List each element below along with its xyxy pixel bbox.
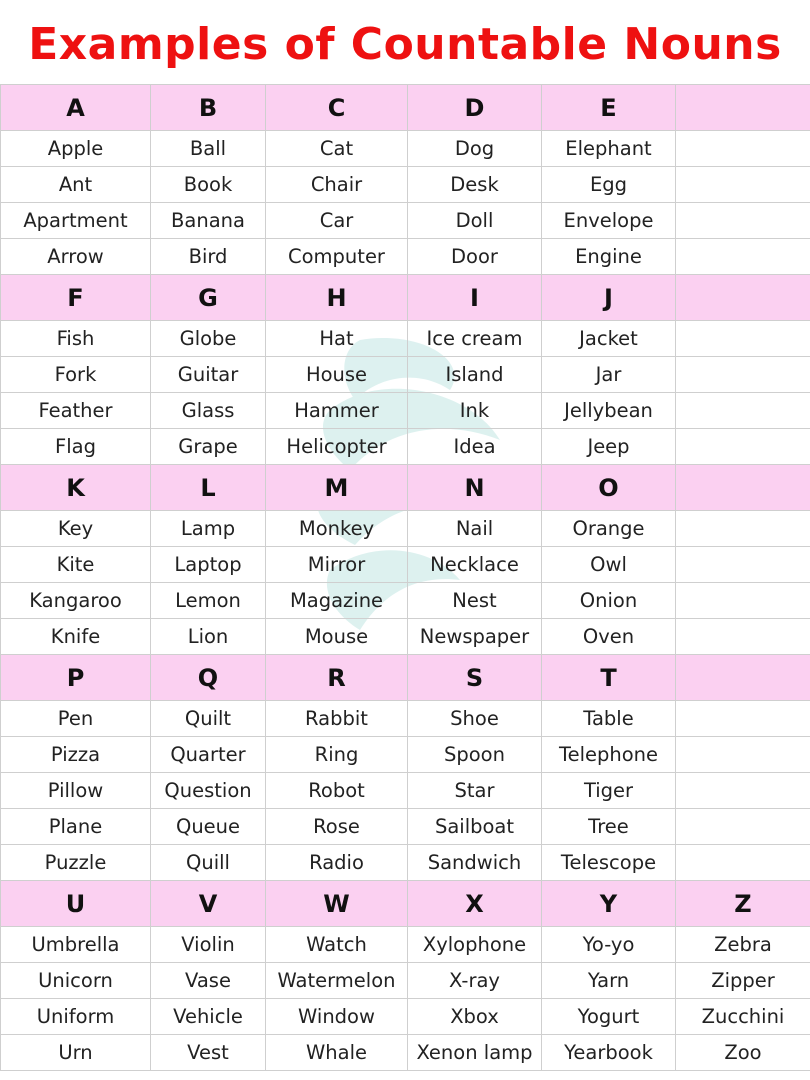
letter-header-cell — [676, 85, 810, 131]
letter-header-cell: N — [408, 465, 542, 511]
table-row — [1, 1035, 810, 1071]
noun-cell: Yearbook — [542, 1035, 676, 1071]
noun-cell: Sailboat — [408, 809, 542, 845]
noun-cell: Necklace — [408, 547, 542, 583]
letter-header-cell: J — [542, 275, 676, 321]
noun-cell: Urn — [1, 1035, 151, 1071]
table-row — [1, 203, 810, 239]
letter-header-cell — [676, 655, 810, 701]
letter-header-cell: B — [151, 85, 266, 131]
noun-cell: Telescope — [542, 845, 676, 881]
countable-nouns-table — [0, 84, 810, 1071]
noun-cell: Bird — [151, 239, 266, 275]
noun-cell: Zebra — [676, 927, 810, 963]
noun-cell: Car — [266, 203, 408, 239]
letter-header-cell: O — [542, 465, 676, 511]
noun-cell: Guitar — [151, 357, 266, 393]
noun-cell: Star — [408, 773, 542, 809]
noun-cell: Oven — [542, 619, 676, 655]
noun-cell: Chair — [266, 167, 408, 203]
noun-cell: Robot — [266, 773, 408, 809]
noun-cell: Dog — [408, 131, 542, 167]
letter-header-cell: K — [1, 465, 151, 511]
noun-cell — [676, 429, 810, 465]
table-row — [1, 619, 810, 655]
noun-cell: Globe — [151, 321, 266, 357]
table-row — [1, 845, 810, 881]
noun-cell — [676, 357, 810, 393]
letter-header-cell: C — [266, 85, 408, 131]
noun-cell — [676, 701, 810, 737]
noun-cell: Lamp — [151, 511, 266, 547]
noun-cell — [676, 845, 810, 881]
table-row — [1, 239, 810, 275]
letter-header-cell: E — [542, 85, 676, 131]
noun-cell: Umbrella — [1, 927, 151, 963]
noun-cell — [676, 737, 810, 773]
noun-cell: Knife — [1, 619, 151, 655]
noun-cell: Zipper — [676, 963, 810, 999]
table-row — [1, 927, 810, 963]
table-row — [1, 357, 810, 393]
noun-cell — [676, 773, 810, 809]
noun-cell: Shoe — [408, 701, 542, 737]
noun-cell: Pillow — [1, 773, 151, 809]
noun-cell: Pen — [1, 701, 151, 737]
noun-cell — [676, 619, 810, 655]
noun-cell: Onion — [542, 583, 676, 619]
noun-cell: Fork — [1, 357, 151, 393]
noun-cell: Mirror — [266, 547, 408, 583]
letter-header-cell: M — [266, 465, 408, 511]
noun-cell: Orange — [542, 511, 676, 547]
noun-cell: Book — [151, 167, 266, 203]
noun-cell: House — [266, 357, 408, 393]
noun-cell: Sandwich — [408, 845, 542, 881]
noun-cell: Ant — [1, 167, 151, 203]
noun-cell: Yarn — [542, 963, 676, 999]
noun-cell: Ring — [266, 737, 408, 773]
letter-header-cell: P — [1, 655, 151, 701]
letter-header-cell: G — [151, 275, 266, 321]
noun-cell: Spoon — [408, 737, 542, 773]
noun-cell: Vase — [151, 963, 266, 999]
noun-cell: Nest — [408, 583, 542, 619]
noun-cell — [676, 239, 810, 275]
noun-cell: X-ray — [408, 963, 542, 999]
noun-cell: Key — [1, 511, 151, 547]
table-row — [1, 583, 810, 619]
page-title: Examples of Countable Nouns — [28, 19, 782, 70]
letter-header-cell: T — [542, 655, 676, 701]
noun-cell: Arrow — [1, 239, 151, 275]
table-row — [1, 321, 810, 357]
letter-header-cell: F — [1, 275, 151, 321]
noun-cell: Nail — [408, 511, 542, 547]
noun-cell: Vest — [151, 1035, 266, 1071]
noun-cell — [676, 321, 810, 357]
noun-cell: Mouse — [266, 619, 408, 655]
noun-cell: Quill — [151, 845, 266, 881]
letter-header-cell: Y — [542, 881, 676, 927]
noun-cell: Quilt — [151, 701, 266, 737]
letter-header-cell: V — [151, 881, 266, 927]
noun-cell: Plane — [1, 809, 151, 845]
letter-header-row — [1, 85, 810, 131]
noun-cell: Ice cream — [408, 321, 542, 357]
noun-cell: Laptop — [151, 547, 266, 583]
noun-cell: Rabbit — [266, 701, 408, 737]
letter-header-row — [1, 275, 810, 321]
noun-cell: Flag — [1, 429, 151, 465]
noun-cell: Kite — [1, 547, 151, 583]
noun-cell: Fish — [1, 321, 151, 357]
noun-cell: Xenon lamp — [408, 1035, 542, 1071]
noun-cell: Lion — [151, 619, 266, 655]
noun-cell: Watch — [266, 927, 408, 963]
noun-cell: Ink — [408, 393, 542, 429]
noun-cell: Doll — [408, 203, 542, 239]
noun-cell — [676, 131, 810, 167]
noun-cell: Jellybean — [542, 393, 676, 429]
noun-cell: Pizza — [1, 737, 151, 773]
noun-cell: Vehicle — [151, 999, 266, 1035]
noun-cell: Monkey — [266, 511, 408, 547]
letter-header-cell: U — [1, 881, 151, 927]
letter-header-cell: I — [408, 275, 542, 321]
noun-cell: Rose — [266, 809, 408, 845]
noun-cell: Kangaroo — [1, 583, 151, 619]
table-row — [1, 773, 810, 809]
letter-header-cell: W — [266, 881, 408, 927]
noun-cell: Tree — [542, 809, 676, 845]
letter-header-cell — [676, 275, 810, 321]
noun-cell: Egg — [542, 167, 676, 203]
noun-cell: Door — [408, 239, 542, 275]
letter-header-cell: Q — [151, 655, 266, 701]
table-row — [1, 701, 810, 737]
letter-header-cell: R — [266, 655, 408, 701]
noun-cell: Radio — [266, 845, 408, 881]
noun-cell: Elephant — [542, 131, 676, 167]
table-row — [1, 429, 810, 465]
noun-cell: Table — [542, 701, 676, 737]
noun-cell: Cat — [266, 131, 408, 167]
noun-cell: Zucchini — [676, 999, 810, 1035]
noun-cell: Island — [408, 357, 542, 393]
noun-cell: Yogurt — [542, 999, 676, 1035]
noun-cell — [676, 393, 810, 429]
table-row — [1, 511, 810, 547]
noun-cell: Window — [266, 999, 408, 1035]
noun-cell: Helicopter — [266, 429, 408, 465]
letter-header-cell: X — [408, 881, 542, 927]
noun-cell: Xbox — [408, 999, 542, 1035]
noun-cell: Newspaper — [408, 619, 542, 655]
letter-header-cell: D — [408, 85, 542, 131]
noun-cell: Queue — [151, 809, 266, 845]
letter-header-cell: L — [151, 465, 266, 511]
noun-cell: Engine — [542, 239, 676, 275]
noun-cell: Envelope — [542, 203, 676, 239]
noun-cell: Hammer — [266, 393, 408, 429]
letter-header-cell: S — [408, 655, 542, 701]
noun-cell: Idea — [408, 429, 542, 465]
table-row — [1, 131, 810, 167]
table-row — [1, 393, 810, 429]
noun-cell: Question — [151, 773, 266, 809]
noun-cell: Puzzle — [1, 845, 151, 881]
noun-cell — [676, 167, 810, 203]
table-row — [1, 167, 810, 203]
letter-header-cell: A — [1, 85, 151, 131]
noun-cell: Tiger — [542, 773, 676, 809]
letter-header-row — [1, 655, 810, 701]
noun-cell: Lemon — [151, 583, 266, 619]
noun-cell: Apartment — [1, 203, 151, 239]
letter-header-cell: H — [266, 275, 408, 321]
noun-cell: Uniform — [1, 999, 151, 1035]
letter-header-row — [1, 881, 810, 927]
noun-cell — [676, 203, 810, 239]
noun-cell: Apple — [1, 131, 151, 167]
noun-cell: Jar — [542, 357, 676, 393]
noun-table-body — [1, 85, 810, 1071]
noun-cell: Zoo — [676, 1035, 810, 1071]
table-row — [1, 999, 810, 1035]
noun-cell: Magazine — [266, 583, 408, 619]
noun-cell: Grape — [151, 429, 266, 465]
noun-cell: Telephone — [542, 737, 676, 773]
noun-cell: Owl — [542, 547, 676, 583]
letter-header-cell: Z — [676, 881, 810, 927]
table-row — [1, 547, 810, 583]
noun-cell — [676, 547, 810, 583]
table-row — [1, 737, 810, 773]
noun-cell: Yo-yo — [542, 927, 676, 963]
noun-cell: Banana — [151, 203, 266, 239]
noun-cell: Feather — [1, 393, 151, 429]
noun-cell: Watermelon — [266, 963, 408, 999]
letter-header-row — [1, 465, 810, 511]
noun-cell: Desk — [408, 167, 542, 203]
noun-cell: Hat — [266, 321, 408, 357]
noun-cell: Unicorn — [1, 963, 151, 999]
noun-cell: Whale — [266, 1035, 408, 1071]
letter-header-cell — [676, 465, 810, 511]
noun-cell — [676, 809, 810, 845]
noun-cell — [676, 583, 810, 619]
noun-cell: Ball — [151, 131, 266, 167]
noun-cell: Quarter — [151, 737, 266, 773]
noun-cell — [676, 511, 810, 547]
table-row — [1, 963, 810, 999]
noun-cell: Glass — [151, 393, 266, 429]
noun-table-container — [0, 84, 810, 1071]
noun-cell: Computer — [266, 239, 408, 275]
noun-cell: Violin — [151, 927, 266, 963]
noun-cell: Jeep — [542, 429, 676, 465]
noun-cell: Jacket — [542, 321, 676, 357]
noun-cell: Xylophone — [408, 927, 542, 963]
table-row — [1, 809, 810, 845]
